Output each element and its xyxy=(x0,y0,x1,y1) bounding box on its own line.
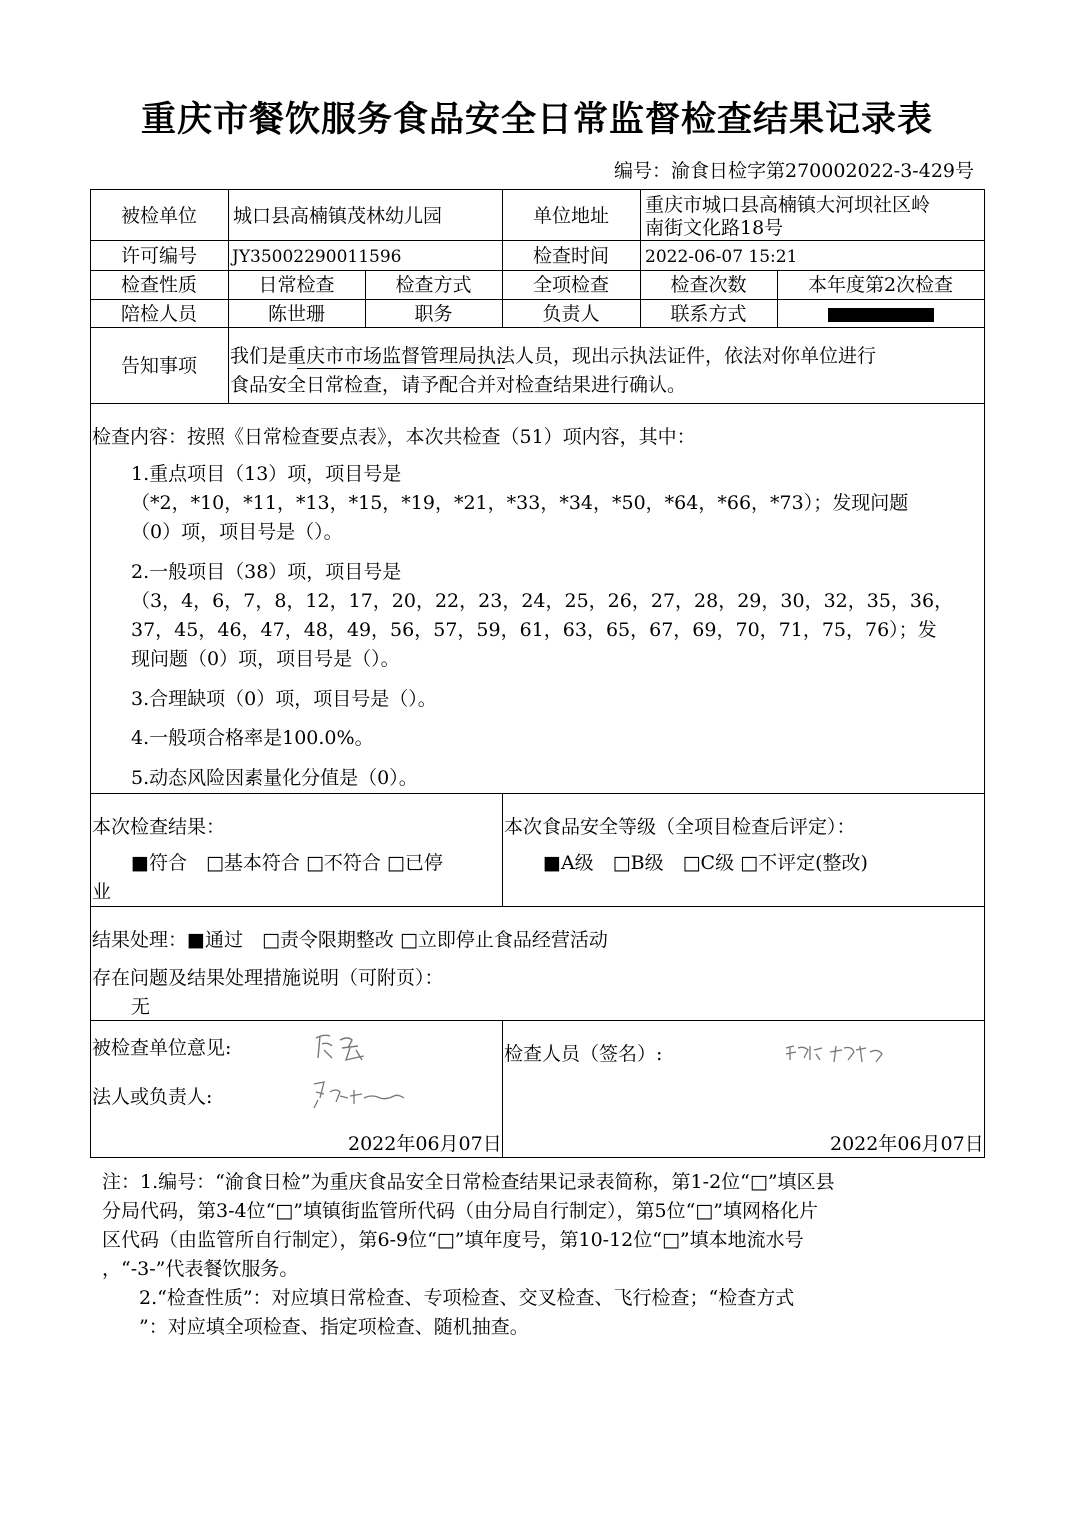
key-items-line-3: （0）项，项目号是（）。 xyxy=(131,521,343,543)
license-value: JY35002290011596 xyxy=(232,247,402,267)
contact-label: 联系方式 xyxy=(670,303,747,325)
grade-options: ■A级 □B级 □C级 □不评定(整改) xyxy=(543,852,868,874)
left-date: 2022年06月07日 xyxy=(348,1133,502,1155)
accompany-value: 陈世珊 xyxy=(267,303,325,325)
legal-person-label: 法人或负责人: xyxy=(92,1086,213,1108)
nature-value: 日常检查 xyxy=(258,274,335,296)
position-label: 职务 xyxy=(414,303,453,325)
general-items-line-3: 37，45，46，47，48，49，56，57，59，61，63，65，67，69，70，71，75，76）；发 xyxy=(131,619,937,641)
page-title: 重庆市餐饮服务食品安全日常监督检查结果记录表 xyxy=(140,100,933,140)
grade-label: 本次食品安全等级（全项目检查后评定）： xyxy=(504,816,856,838)
unit-opinion-signature xyxy=(312,1030,382,1064)
notice-label: 告知事项 xyxy=(120,355,197,377)
accompany-label: 陪检人员 xyxy=(120,303,197,325)
note-line-1: 注：1.编号：“渝食日检”为重庆食品安全日常检查结果记录表简称，第1-2位“□”填区县 xyxy=(102,1171,835,1193)
inspect-time-label: 检查时间 xyxy=(532,245,609,267)
risk-score: 5.动态风险因素量化分值是（0）。 xyxy=(131,767,418,789)
result-options-wrap: 业 xyxy=(92,881,112,903)
missing-items: 3.合理缺项（0）项，项目号是（）。 xyxy=(131,688,437,710)
document-number: 编号：渝食日检字第270002022-3-429号 xyxy=(614,160,974,182)
nature-label: 检查性质 xyxy=(120,274,197,296)
license-label: 许可编号 xyxy=(120,245,197,267)
method-label: 检查方式 xyxy=(395,274,472,296)
problem-label: 存在问题及结果处理措施说明（可附页）： xyxy=(92,967,444,989)
result-options: ■符合 □基本符合 □不符合 □已停 xyxy=(131,852,443,874)
address-line-1: 重庆市城口县高楠镇大河坝社区岭 xyxy=(645,194,931,216)
pass-rate: 4.一般项合格率是100.0%。 xyxy=(131,727,374,749)
count-value: 本年度第2次检查 xyxy=(807,274,954,296)
notice-line-2: 食品安全日常检查，请予配合并对检查结果进行确认。 xyxy=(230,374,687,396)
general-items-line-1: 2.一般项目（38）项，项目号是 xyxy=(131,561,402,583)
inspector-label: 检查人员（签名）: xyxy=(504,1043,663,1065)
handling-result: 结果处理：■通过 □责令限期整改 □立即停止食品经营活动 xyxy=(92,929,608,951)
general-items-line-2: （3，4，6，7，8，12，17，20，22，23，24，25，26，27，28，29，30，32，35，36， xyxy=(131,590,954,612)
notice-underline xyxy=(297,368,505,369)
note-line-6: ”：对应填全项检查、指定项检查、随机抽查。 xyxy=(139,1316,529,1338)
key-items-line-2: （*2，*10，*11，*13，*15，*19，*21，*33，*34，*50，*64，*66，*73）；发现问题 xyxy=(131,492,909,514)
note-line-3: 区代码（由监管所自行制定），第6-9位“□”填年度号，第10-12位“□”填本地流水号 xyxy=(102,1229,804,1251)
note-line-5: 2.“检查性质”：对应填日常检查、专项检查、交叉检查、飞行检查；“检查方式 xyxy=(139,1287,795,1309)
inspect-time-value: 2022-06-07 15:21 xyxy=(645,247,798,267)
legal-person-signature xyxy=(310,1078,410,1112)
count-label: 检查次数 xyxy=(670,274,747,296)
note-line-2: 分局代码，第3-4位“□”填镇街监管所代码（由分局自行制定），第5位“□”填网格化片 xyxy=(102,1200,818,1222)
inspected-unit-label: 被检单位 xyxy=(120,205,197,227)
problem-value: 无 xyxy=(131,996,151,1018)
address-label: 单位地址 xyxy=(532,205,609,227)
result-label: 本次检查结果： xyxy=(92,816,226,838)
inspected-unit-value: 城口县高楠镇茂林幼儿园 xyxy=(233,205,443,227)
right-date: 2022年06月07日 xyxy=(830,1133,984,1155)
contact-redaction xyxy=(828,308,934,322)
notice-line-1: 我们是重庆市市场监督管理局执法人员，现出示执法证件，依法对你单位进行 xyxy=(230,345,877,367)
address-line-2: 南街文化路18号 xyxy=(645,217,784,239)
position-value: 负责人 xyxy=(542,303,600,325)
method-value: 全项检查 xyxy=(532,274,609,296)
inspector-signature xyxy=(782,1040,892,1068)
note-line-4: ，“-3-”代表餐饮服务。 xyxy=(102,1258,299,1280)
key-items-line-1: 1.重点项目（13）项，项目号是 xyxy=(131,463,402,485)
content-intro: 检查内容：按照《日常检查要点表》，本次共检查（51）项内容，其中： xyxy=(92,426,696,448)
unit-opinion-label: 被检查单位意见: xyxy=(92,1037,232,1059)
general-items-line-4: 现问题（0）项，项目号是（）。 xyxy=(131,648,400,670)
